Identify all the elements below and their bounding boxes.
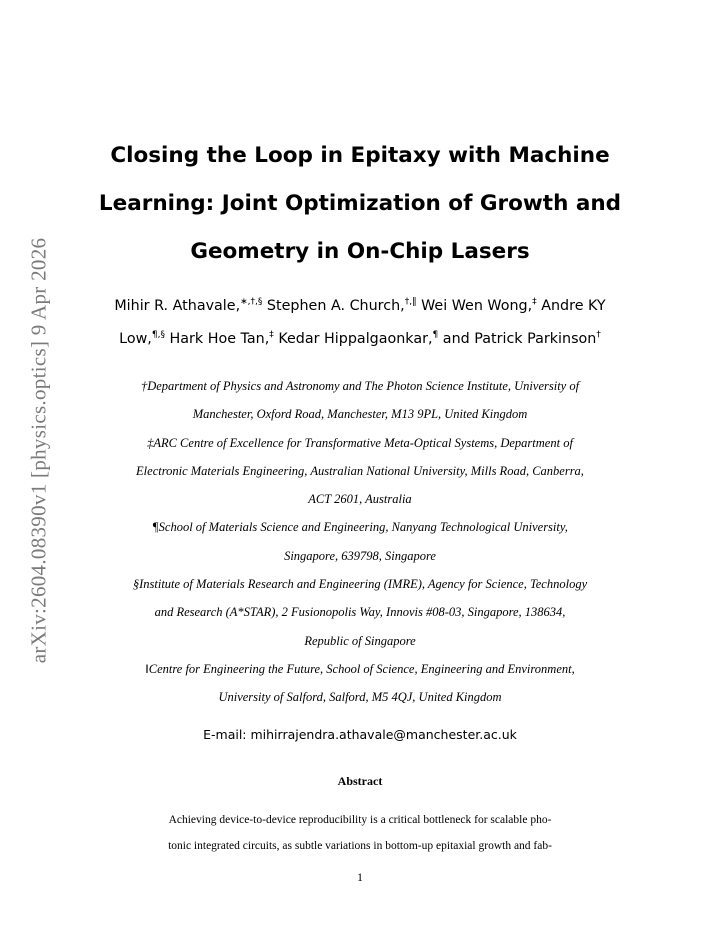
author-affiliation-marks: †,‖: [404, 297, 417, 307]
abstract-body: [80, 807, 640, 859]
contact-email: E-mail: mihirrajendra.athavale@manchester.ac.uk: [203, 727, 517, 742]
page-number: 1: [357, 870, 363, 884]
author-name: Wei Wen Wong,: [416, 298, 533, 314]
abstract-line: tonic integrated circuits, as subtle variations in bottom-up epitaxial growth and fab-: [168, 840, 552, 852]
author-affiliation-marks: ¶,§: [151, 330, 165, 340]
affiliation-line: ACT 2601, Australia: [308, 492, 412, 507]
author-name: Stephen A. Church,: [262, 298, 405, 314]
author-list: [80, 290, 640, 356]
title-line: Closing the Loop in Epitaxy with Machine: [110, 143, 610, 168]
author-affiliation-marks: ‡: [532, 297, 537, 307]
affiliation-line: University of Salford, Salford, M5 4QJ, United Kingdom: [218, 690, 502, 705]
author-line: [80, 290, 640, 323]
author-line: [80, 323, 640, 356]
author-affiliation-marks: †: [596, 330, 601, 340]
title-line: Geometry in On-Chip Lasers: [190, 239, 530, 264]
affiliation-line: †Department of Physics and Astronomy and The Photon Science Institute, University of: [140, 379, 580, 393]
affiliation-line: Electronic Materials Engineering, Australian National University, Mills Road, Canberra,: [136, 463, 584, 478]
abstract-line: Achieving device-to-device reproducibility is a critical bottleneck for scalable pho-: [168, 814, 552, 826]
author-affiliation-marks: ¶: [432, 330, 439, 340]
author-name: Mihir R. Athavale,: [114, 298, 241, 314]
arxiv-identifier-stamp: [18, 225, 60, 675]
affiliation-list: [80, 372, 640, 712]
affiliation-line: ‡ARC Centre of Excellence for Transformative Meta-Optical Systems, Department of: [147, 435, 573, 450]
affiliation-line: Singapore, 639798, Singapore: [284, 548, 436, 563]
affiliation-line: ‖Centre for Engineering the Future, School of Science, Engineering and Environment,: [145, 661, 575, 676]
author-affiliation-marks: ∗,†,§: [240, 297, 263, 307]
arxiv-identifier-text: arXiv:2604.08390v1 [physics.optics] 9 Apr 2026: [26, 237, 51, 663]
affiliation-line: Manchester, Oxford Road, Manchester, M13 9PL, United Kingdom: [192, 407, 528, 422]
abstract-heading: Abstract: [337, 774, 383, 788]
affiliation-line: §Institute of Materials Research and Engineering (IMRE), Agency for Science, Technology: [132, 577, 588, 592]
author-name: Low,: [119, 331, 152, 347]
author-name: Hark Hoe Tan,: [164, 331, 270, 347]
affiliation-line: and Research (A*STAR), 2 Fusionopolis Way, Innovis #08-03, Singapore, 138634,: [154, 605, 566, 620]
author-name: and Patrick Parkinson: [438, 331, 597, 347]
paper-title: [80, 132, 640, 276]
author-name: Kedar Hippalgaonkar,: [273, 331, 433, 347]
affiliation-line: ¶School of Materials Science and Engineering, Nanyang Technological University,: [152, 520, 568, 535]
title-line: Learning: Joint Optimization of Growth and: [98, 191, 622, 216]
author-name: Andre KY: [536, 298, 606, 314]
author-affiliation-marks: ‡: [269, 330, 274, 340]
affiliation-line: Republic of Singapore: [304, 633, 416, 648]
